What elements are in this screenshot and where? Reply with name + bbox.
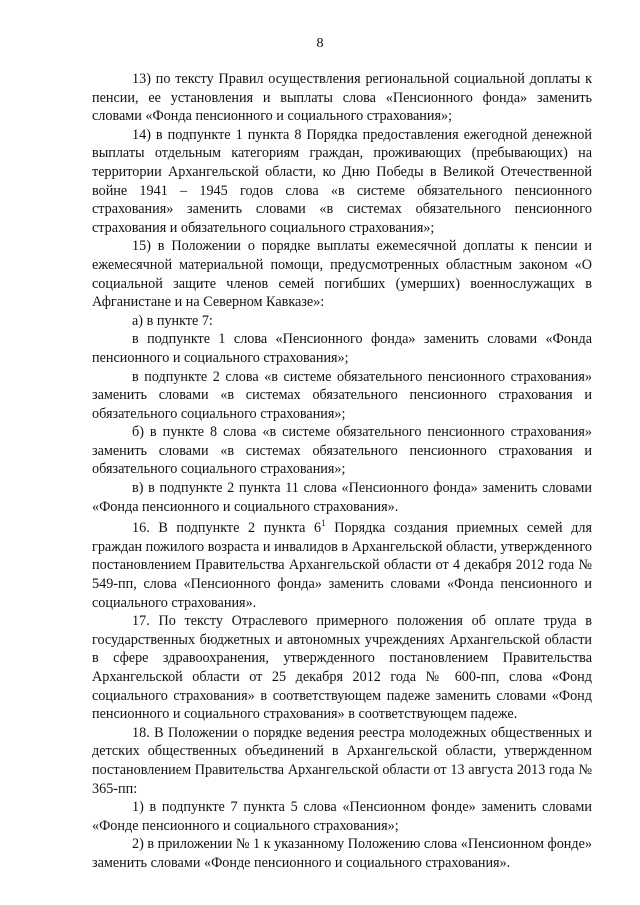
document-body bbox=[92, 70, 592, 873]
item-18-paragraph: 18. В Положении о порядке ведения реестра молодежных общественных и детских общественных объединений в Архангельской области, утвержденном постановлением Правительства Архангельской области от 13 августа 2013 года № 365-пп: bbox=[92, 724, 592, 797]
item-15b-paragraph: б) в пункте 8 слова «в системе обязательного пенсионного страхования» заменить словами «в системах обязательного пенсионного страхования и обязательного социального страхования»; bbox=[92, 424, 592, 478]
item-17-paragraph: 17. По тексту Отраслевого примерного положения об оплате труда в государственных бюджетных и автономных учреждениях Архангельской области в сфере здравоохранения, утвержденного постановлением Правительства Архангельской области от 25 декабря 2012 года № 600-пп, слова «Фонд социального страхования» в соответствующем падеже заменить словами «Фонд пенсионного и социального страхования» в соответствующем падеже. bbox=[92, 613, 592, 723]
page-number: 8 bbox=[316, 36, 324, 51]
item-15a-subpoint-1-paragraph: в подпункте 1 слова «Пенсионного фонда» заменить словами «Фонда пенсионного и социального страхования»; bbox=[92, 331, 592, 366]
item-16-text-after: Порядка создания приемных семей для граждан пожилого возраста и инвалидов в Архангельской области, утвержденного постановлением Правительства Архангельской области от 4 декабря 2012 года № 549-пп, слова «Пенсионного фонда» заменить словами «Фонда пенсионного и социального страхования». bbox=[92, 520, 592, 611]
item-13-paragraph: 13) по тексту Правил осуществления региональной социальной доплаты к пенсии, ее установления и выплаты слова «Пенсионного фонда» заменить словами «Фонда пенсионного и социального страхования»; bbox=[92, 71, 592, 125]
item-18-subpoint-2-paragraph: 2) в приложении № 1 к указанному Положению слова «Пенсионном фонде» заменить словами «Фонде пенсионного и социального страхования». bbox=[92, 836, 592, 871]
item-15a-paragraph: а) в пункте 7: bbox=[132, 312, 213, 329]
item-15a-subpoint-2-paragraph: в подпункте 2 слова «в системе обязательного пенсионного страхования» заменить словами «в системах обязательного пенсионного страхования и обязательного социального страхования»; bbox=[92, 368, 592, 422]
item-15-paragraph: 15) в Положении о порядке выплаты ежемесячной доплаты к пенсии и ежемесячной материальной помощи, предусмотренных областным законом «О социальной защите членов семей погибших (умерших) военнослужащих в Афганистане и на Северном Кавказе»: bbox=[92, 238, 592, 311]
item-18-subpoint-1-paragraph: 1) в подпункте 7 пункта 5 слова «Пенсионном фонде» заменить словами «Фонде пенсионного и социального страхования»; bbox=[92, 799, 592, 834]
item-15c-paragraph: в) в подпункте 2 пункта 11 слова «Пенсионного фонда» заменить словами «Фонда пенсионного и социального страхования». bbox=[92, 480, 592, 515]
item-16-paragraph bbox=[92, 519, 592, 612]
item-14-paragraph: 14) в подпункте 1 пункта 8 Порядка предоставления ежегодной денежной выплаты отдельным категориям граждан, проживающих (пребывающих) на территории Архангельской области, ко Дню Победы в Великой Отечественной войне 1941 – 1945 годов слова «в системе обязательного пенсионного страхования» заменить словами «в системах обязательного пенсионного страхования и обязательного социального страхования»; bbox=[92, 126, 592, 236]
item-16-superscript: 1 bbox=[321, 518, 326, 529]
item-16-text-before: 16. В подпункте 2 пункта 6 bbox=[132, 520, 322, 537]
